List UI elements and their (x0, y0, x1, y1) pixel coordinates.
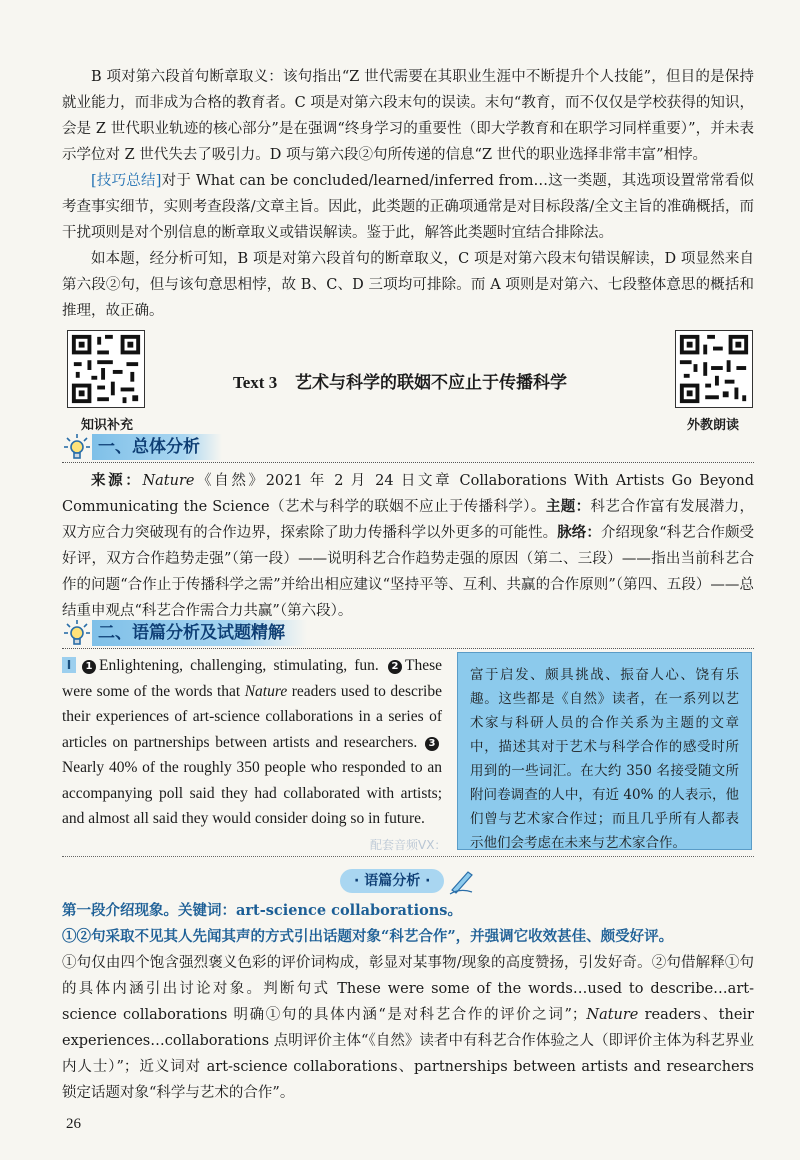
source-label: 来源： (91, 472, 143, 489)
section-1-divider (62, 462, 754, 463)
analysis-detail (62, 950, 754, 1106)
analysis-detail-b: readers、their experiences…collaborations 点明评价主体“《自然》读者中有科艺合作体验之人（即评价主体为科艺界业内人士）”；近义词对 art-science collaborations、partnerships between artists and researchers 锁定话题对象“科学与艺术的合作”。 (62, 1007, 754, 1101)
audio-watermark: 配套音频VX： (370, 838, 447, 852)
lightbulb-icon (62, 618, 92, 648)
vein-label: 脉络： (557, 524, 601, 541)
theme-label: 主题： (545, 498, 591, 515)
section-1-paragraph (62, 468, 754, 624)
text-title (160, 368, 640, 393)
sentence-2b: readers used to describe their experiences of art-science collaborations in a series of articles on partnerships between artists and researchers. (62, 682, 442, 751)
sentence-number-1: 1 (82, 660, 96, 674)
text-title-chinese: 艺术与科学的联姻不应止于传播科学 (295, 373, 567, 393)
sentence-1: Enlightening, challenging, stimulating, fun. (99, 657, 379, 674)
theme-text: 科艺合作富有发展潜力，双方应合力突破现有的合作边界，探索除了助力传播科学以外更多的可能性。 (62, 499, 755, 541)
section-2-title: 二、语篇分析及试题精解 (92, 620, 307, 646)
sentence-number-3: 3 (425, 737, 439, 751)
section-1-header (62, 432, 222, 462)
qr-code-right[interactable] (675, 330, 753, 408)
analysis-body (62, 898, 754, 1106)
tip-label: [技巧总结] (91, 173, 162, 189)
analysis-tag: · 语篇分析 · (340, 869, 444, 893)
page-number: 26 (66, 1116, 81, 1132)
analysis-point: ①②句采取不见其人先闻其声的方式引出话题对象“科艺合作”，并强调它收效甚佳、颇受好评。 (62, 928, 674, 945)
sentence-2-journal: Nature (244, 682, 288, 700)
sentence-number-2: 2 (388, 660, 402, 674)
translation-box: 富于启发、颇具挑战、振奋人心、饶有乐趣。这些都是《自然》读者，在一系列以艺术家与科研人员的合作关系为主题的文章中，描述其对于艺术与科学合作的感受时所用到的一些词汇。在大约 350 名接受随文所附问卷调查的人中，有近 40% 的人表示，他们曾与艺术家合作过；而且几乎所有人都表示他们会考虑在未来与艺术家合作。 (457, 652, 752, 850)
paragraph-number: Ⅰ (62, 657, 76, 673)
qr-right-block[interactable] (668, 330, 758, 433)
qr-right-label: 外教朗读 (686, 418, 739, 433)
qr-left-label: 知识补充 (80, 418, 133, 433)
qr-code-left[interactable] (67, 330, 145, 408)
pen-icon (446, 866, 476, 896)
top-text-block (62, 64, 754, 324)
section-2-divider (62, 648, 754, 649)
sentence-2a: These were some of the words that (62, 657, 442, 700)
sentence-3: Nearly 40% of the roughly 350 people who responded to an accompanying poll said they had collaborated with artists; and almost all said they would consider doing so in future. (62, 759, 442, 827)
paragraph-conclusion: 如本题，经分析可知，B 项是对第六段首句的断章取义，C 项是对第六段末句错误解读，D 项显然来自第六段②句，但与该句意思相悖，故 B、C、D 三项均可排除。而 A 项则是对第六、七段整体意思的概括和推理，故正确。 (62, 251, 754, 319)
analysis-journal: Nature (586, 1007, 639, 1023)
text-title-number: Text 3 (232, 373, 278, 392)
lightbulb-icon (62, 432, 92, 462)
section-1-body (62, 468, 754, 624)
section-2-header (62, 618, 307, 648)
tip-text: 对于 What can be concluded/learned/inferred from…这一类题，其选项设置常常看似考查事实细节，实则考查段落/文章主旨。因此，此类题的正确项通常是对目标段落/全文主旨的准确概括，而干扰项则是对个别信息的断章取义或错误解读。鉴于此，解答此类题时宜结合排除法。 (62, 173, 754, 241)
english-passage (62, 653, 442, 832)
section-1-title: 一、总体分析 (92, 434, 222, 460)
source-text: 《自然》2021 年 2 月 24 日文章 Collaborations With Artists Go Beyond Communicating the Science（艺术与科学的联姻不应止于传播科学）。 (62, 473, 755, 515)
analysis-tag-wrap (340, 866, 476, 896)
keyword-line: 第一段介绍现象。关键词：art-science collaborations。 (62, 902, 462, 919)
analysis-detail-a: ①句仅由四个饱含强烈褒义色彩的评价词构成，彰显对某事物/现象的高度赞扬，引发好奇。②句借解释①句的具体内涵引出讨论对象。判断句式 These were some of the words…used to describe…art-science collaborations 明确①句的具体内涵“是对科艺合作的评价之词”； (62, 955, 754, 1023)
tip-paragraph (62, 168, 754, 246)
qr-left-block[interactable] (62, 330, 152, 433)
vein-text: 介绍现象“科艺合作颇受好评，双方合作趋势走强”（第一段）——说明科艺合作趋势走强的原因（第二、三段）——指出当前科艺合作的问题“合作止于传播科学之需”并给出相应建议“坚持平等、互利、共赢的合作原则”（第四、五段）——总结重申观点“科艺合作需合力共赢”（第六段）。 (62, 525, 755, 619)
passage-divider (62, 856, 754, 857)
source-journal: Nature (142, 473, 195, 489)
paragraph-b-analysis: B 项对第六段首句断章取义：该句指出“Z 世代需要在其职业生涯中不断提升个人技能”，但目的是保持就业能力，而非成为合格的教育者。C 项是对第六段末句的误读。末句“教育，而不仅仅是学校获得的知识，会是 Z 世代职业轨迹的核心部分”是在强调“终身学习的重要性（即大学教育和在职学习同样重要）”，并未表示学位对 Z 世代失去了吸引力。D 项与第六段②句所传递的信息“Z 世代的职业选择非常丰富”相悖。 (62, 69, 754, 163)
